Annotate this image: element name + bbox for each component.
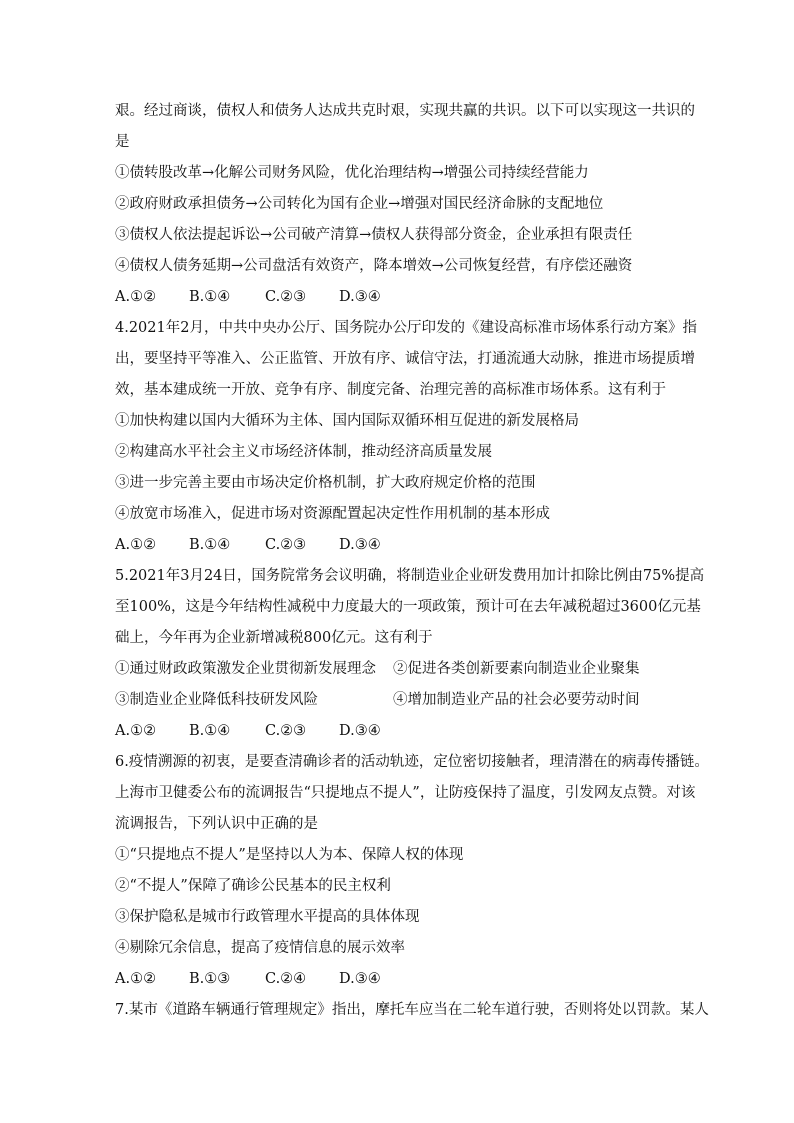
question-4-option-d: D.③④ (339, 537, 381, 553)
question-6-option-a: A.①② (115, 971, 157, 987)
question-4-stem-line-2: 出，要坚持平等准入、公正监管、开放有序、诚信守法，打通流通大动脉，推进市场提质增 (115, 351, 695, 367)
question-5-stem-line-2: 至100%，这是今年结构性减税中力度最大的一项政策，预计可在去年减税超过3600亿元基 (115, 599, 701, 615)
question-6-options (115, 964, 695, 995)
question-5-stem-line-1: 5.2021年3月24日，国务院常务会议明确，将制造业企业研发费用加计扣除比例由75%提高 (115, 568, 705, 584)
question-5-item-4: ④增加制造业产品的社会必要劳动时间 (393, 692, 640, 708)
question-5-options (115, 716, 695, 747)
question-5-item-3: ③制造业企业降低科技研发风险 (115, 692, 318, 708)
question-5-option-a: A.①② (115, 723, 157, 739)
question-3-option-b: B.①④ (189, 289, 231, 305)
question-4-stem-line-3: 效，基本建成统一开放、竞争有序、制度完备、治理完善的高标准市场体系。这有利于 (115, 382, 666, 398)
question-4-option-c: C.②③ (265, 537, 307, 553)
question-6-stem-line-2: 上海市卫健委公布的流调报告“只提地点不提人”，让防疫保持了温度，引发网友点赞。对该 (115, 785, 696, 801)
question-5-option-d: D.③④ (339, 723, 381, 739)
question-4-option-b: B.①④ (189, 537, 231, 553)
question-3-stem-line-1: 艰。经过商谈，债权人和债务人达成共克时艰，实现共赢的共识。以下可以实现这一共识的 (115, 103, 695, 119)
question-6-item-1: ①“只提地点不提人”是坚持以人为本、保障人权的体现 (115, 847, 464, 863)
question-4-stem-line-1: 4.2021年2月，中共中央办公厅、国务院办公厅印发的《建设高标准市场体系行动方案》指 (115, 320, 697, 336)
question-7 (115, 995, 709, 1026)
question-3-item-2: ②政府财政承担债务→公司转化为国有企业→增强对国民经济命脉的支配地位 (115, 196, 604, 212)
question-6-item-4: ④剔除冗余信息，提高了疫情信息的展示效率 (115, 940, 405, 956)
question-3-item-4: ④债权人债务延期→公司盘活有效资产，降本增效→公司恢复经营，有序偿还融资 (115, 258, 633, 274)
question-3-item-1: ①债转股改革→化解公司财务风险，优化治理结构→增强公司持续经营能力 (115, 165, 589, 181)
question-3-option-d: D.③④ (339, 289, 381, 305)
question-6-option-b: B.①③ (189, 971, 231, 987)
question-4-item-3: ③进一步完善主要由市场决定价格机制，扩大政府规定价格的范围 (115, 475, 536, 491)
question-4-options (115, 530, 695, 561)
question-3-option-a: A.①② (115, 289, 157, 305)
question-5-option-c: C.②③ (265, 723, 307, 739)
question-7-stem-line-1: 7.某市《道路车辆通行管理规定》指出，摩托车应当在二轮车道行驶，否则将处以罚款。某人 (115, 1002, 709, 1018)
question-4 (115, 313, 695, 561)
question-6-stem-line-1: 6.疫情溯源的初衷，是要查清确诊者的活动轨迹，定位密切接触者，理清潜在的病毒传播链。 (115, 754, 709, 770)
question-6-option-c: C.②④ (265, 971, 307, 987)
question-5-items-row-2 (115, 685, 695, 716)
question-4-item-2: ②构建高水平社会主义市场经济体制，推动经济高质量发展 (115, 444, 492, 460)
question-4-item-4: ④放宽市场准入，促进市场对资源配置起决定性作用机制的基本形成 (115, 506, 550, 522)
question-5 (115, 561, 705, 747)
question-3 (115, 96, 695, 313)
question-3-item-3: ③债权人依法提起诉讼→公司破产清算→债权人获得部分资金，企业承担有限责任 (115, 227, 633, 243)
exam-page (115, 96, 709, 1026)
question-4-item-1: ①加快构建以国内大循环为主体、国内国际双循环相互促进的新发展格局 (115, 413, 579, 429)
question-6 (115, 747, 709, 995)
question-5-items-row-1 (115, 654, 695, 685)
question-5-option-b: B.①④ (189, 723, 231, 739)
question-6-stem-line-3: 流调报告，下列认识中正确的是 (115, 816, 318, 832)
question-3-options (115, 282, 695, 313)
question-4-option-a: A.①② (115, 537, 157, 553)
question-5-item-2: ②促进各类创新要素向制造业企业聚集 (393, 661, 640, 677)
question-6-item-2: ②“不提人”保障了确诊公民基本的民主权利 (115, 878, 391, 894)
question-5-stem-line-3: 础上，今年再为企业新增减税800亿元。这有利于 (115, 630, 433, 646)
question-6-option-d: D.③④ (339, 971, 381, 987)
question-6-item-3: ③保护隐私是城市行政管理水平提高的具体体现 (115, 909, 420, 925)
question-5-item-1: ①通过财政政策激发企业贯彻新发展理念 (115, 661, 376, 677)
question-3-stem-line-2: 是 (115, 134, 130, 150)
question-3-option-c: C.②③ (265, 289, 307, 305)
